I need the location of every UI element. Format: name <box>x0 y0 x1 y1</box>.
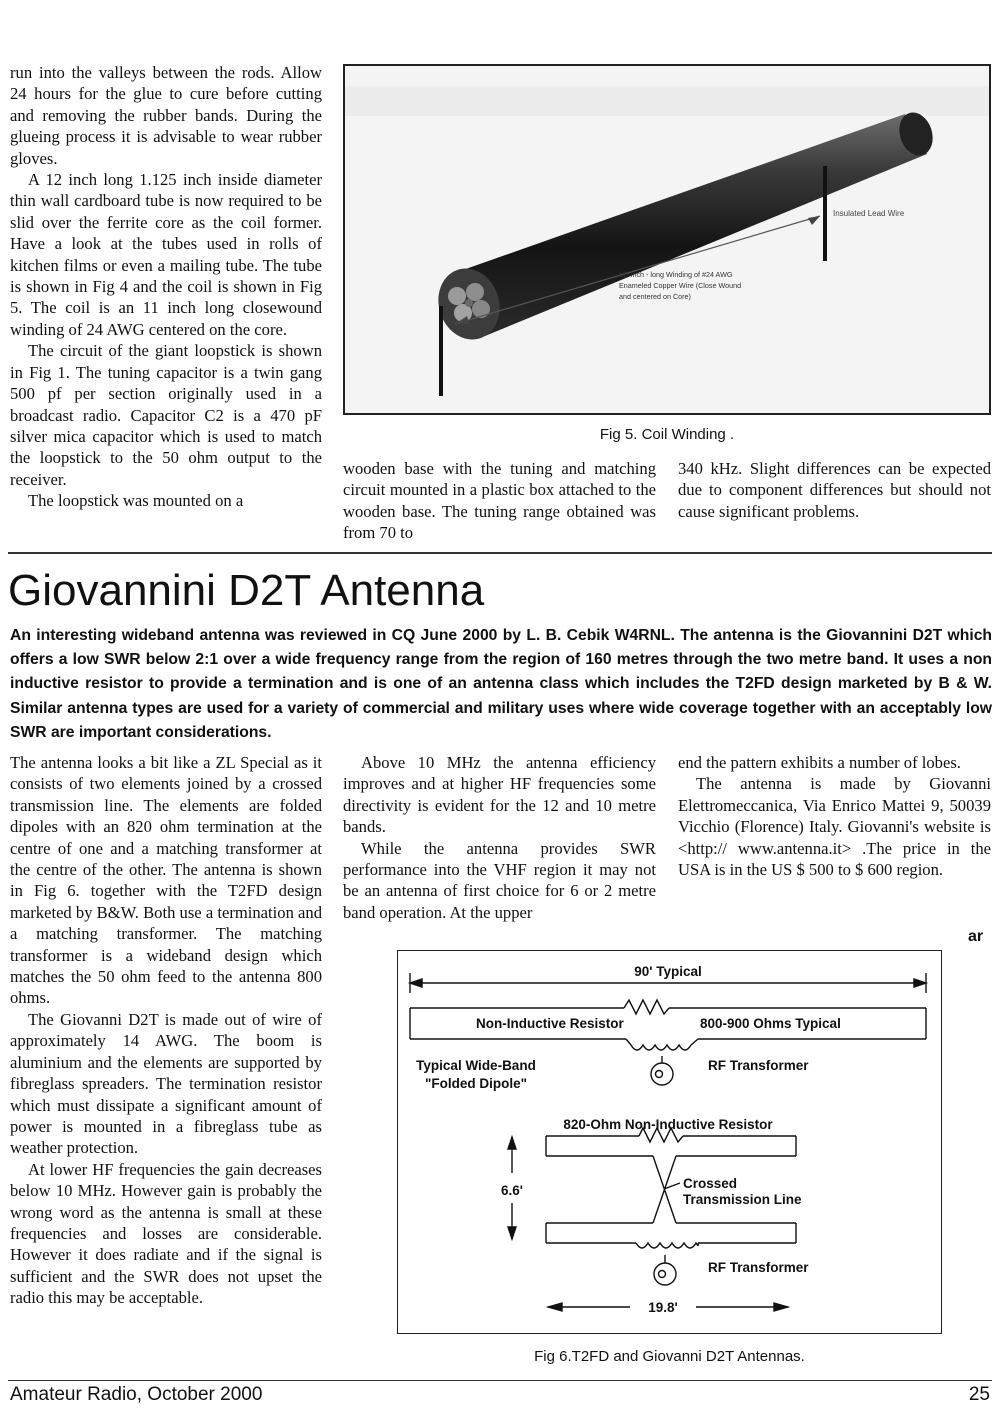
label-6-6: 6.6' <box>501 1183 523 1198</box>
label-insulated-lead: Insulated Lead Wire <box>833 209 905 218</box>
article-intro: An interesting wideband antenna was reviewed in CQ June 2000 by L. B. Cebik W4RNL. The antenna is the Giovannini D2T which offers a low SWR below 2:1 over a wide frequency range from the region of 160 metres through the two metre band. It uses a non inductive resistor to provide a termination and is one of an antenna class which includes the T2FD design marketed by B & W. Similar antenna types are used for a variety of commercial and military uses where wide coverage together with an acceptably low SWR are important considerations. <box>10 627 992 741</box>
label-winding-line1: 11- inch - long Winding of #24 AWG <box>619 270 733 279</box>
paragraph: The Giovanni D2T is made out of wire of approximately 14 AWG. The boom is aluminium and the elements are supported by fibreglass spreaders. The termination resistor which must dissipate a significant amount of power is mounted in a fibreglass tube as weather protection. <box>10 1009 322 1158</box>
paragraph: run into the valleys between the rods. Allow 24 hours for the glue to cure before cutting and removing the rubber bands. During the glueing process it is advisable to wear rubber gloves. <box>10 63 322 168</box>
page-number: 25 <box>968 1384 990 1405</box>
fig6-frame <box>397 950 942 1334</box>
fig5-photo-frame <box>343 64 991 415</box>
label-crossed: Crossed <box>683 1176 738 1191</box>
label-wide-band-2: "Folded Dipole" <box>424 1076 528 1091</box>
top-mid-column: wooden base with the tuning and matching circuit mounted in a plastic box attached to the wooden base. The tuning range obtained was from 70 to <box>343 459 656 543</box>
footer-publication: Amateur Radio, October 2000 <box>10 1384 263 1405</box>
paragraph: The antenna looks a bit like a ZL Special as it consists of two elements joined by a crossed transmission line. The elements are folded dipoles with an 820 ohm termination at the centre of one and a matching transformer at the centre of the other. The antenna is shown in Fig 6. together with the T2FD design marketed by B&W. Both use a termination and a matching transformer. The matching transformer is a wideband design which matches the 50 ohm feed to the antenna 800 ohms. <box>10 753 322 1008</box>
coil-winding-illustration <box>345 66 991 415</box>
label-winding-line2: Enameled Copper Wire (Close Wound <box>619 281 742 290</box>
paragraph: end the pattern exhibits a number of lobes. <box>678 753 961 772</box>
label-820-ohm-resistor: 820-Ohm Non-Inductive Resistor <box>563 1117 773 1132</box>
label-transmission-line: Transmission Line <box>683 1192 802 1207</box>
end-mark: ar <box>968 928 984 945</box>
label-ohms-typical: 800-900 Ohms Typical <box>700 1016 841 1031</box>
paragraph: A 12 inch long 1.125 inch inside diameter thin wall cardboard tube is now required to be slid over the ferrite core as the coil former. Have a look at the tubes used in rolls of kitchen films or even a mailing tube. The tube is shown in Fig 4 and the coil is shown in Fig 5. The coil is an 11 inch long closewound winding of 24 AWG centered on the core. <box>10 170 322 339</box>
body-column-1 <box>10 752 322 1309</box>
top-right-column: 340 kHz. Slight differences can be expected due to component differences but should not cause significant problems. <box>678 459 991 521</box>
paragraph: The loopstick was mounted on a <box>28 491 244 511</box>
label-rf-transformer-2: RF Transformer <box>708 1260 809 1275</box>
fig5-caption: Fig 5. Coil Winding . <box>599 426 735 443</box>
paragraph: Above 10 MHz the antenna efficiency improves and at higher HF frequencies some directivity is evident for the 12 and 10 metre bands. <box>343 753 656 837</box>
label-rf-transformer-1: RF Transformer <box>708 1058 809 1073</box>
paragraph: The circuit of the giant loopstick is shown in Fig 1. The tuning capacitor is a twin gang 500 pf per section originally used in a broadcast radio. Capacitor C2 is a 470 pF silver mica capacitor which is used to match the loopstick to the 50 ohm output to the receiver. <box>10 341 322 489</box>
paragraph: At lower HF frequencies the gain decreases below 10 MHz. However gain is probably the wrong word as the antenna is small at these frequencies and losses are considerable. However it does radiate and if the signal is sufficient and the SWR does not upset the radio this may be acceptable. <box>10 1159 322 1308</box>
body-column-2 <box>343 752 656 923</box>
footer-divider <box>8 1380 992 1381</box>
label-90-typical: 90' Typical <box>634 964 702 979</box>
label-19-8: 19.8' <box>648 1300 678 1315</box>
body-column-3 <box>678 752 991 880</box>
article-title: Giovannini D2T Antenna <box>8 566 485 615</box>
fig6-diagram <box>398 951 943 1335</box>
top-left-column <box>10 62 322 512</box>
label-non-inductive-resistor: Non-Inductive Resistor <box>476 1016 624 1031</box>
label-winding-line3: and centered on Core) <box>619 292 691 301</box>
fig6-caption: Fig 6.T2FD and Giovanni D2T Antennas. <box>534 1348 805 1365</box>
paragraph: The antenna is made by Giovanni Elettromeccanica, Via Enrico Mattei 9, 50039 Vicchio (Florence) Italy. Giovanni's website is <http:// www.antenna.it> .The price in the USA is in the US $ 500 to $ 600 region. <box>678 774 991 880</box>
label-wide-band-1: Typical Wide-Band <box>416 1058 536 1073</box>
paragraph: While the antenna provides SWR performance into the VHF region it may not be an antenna of first choice for 6 or 2 metre band operation. At the upper <box>343 838 656 922</box>
top-divider <box>8 552 992 554</box>
